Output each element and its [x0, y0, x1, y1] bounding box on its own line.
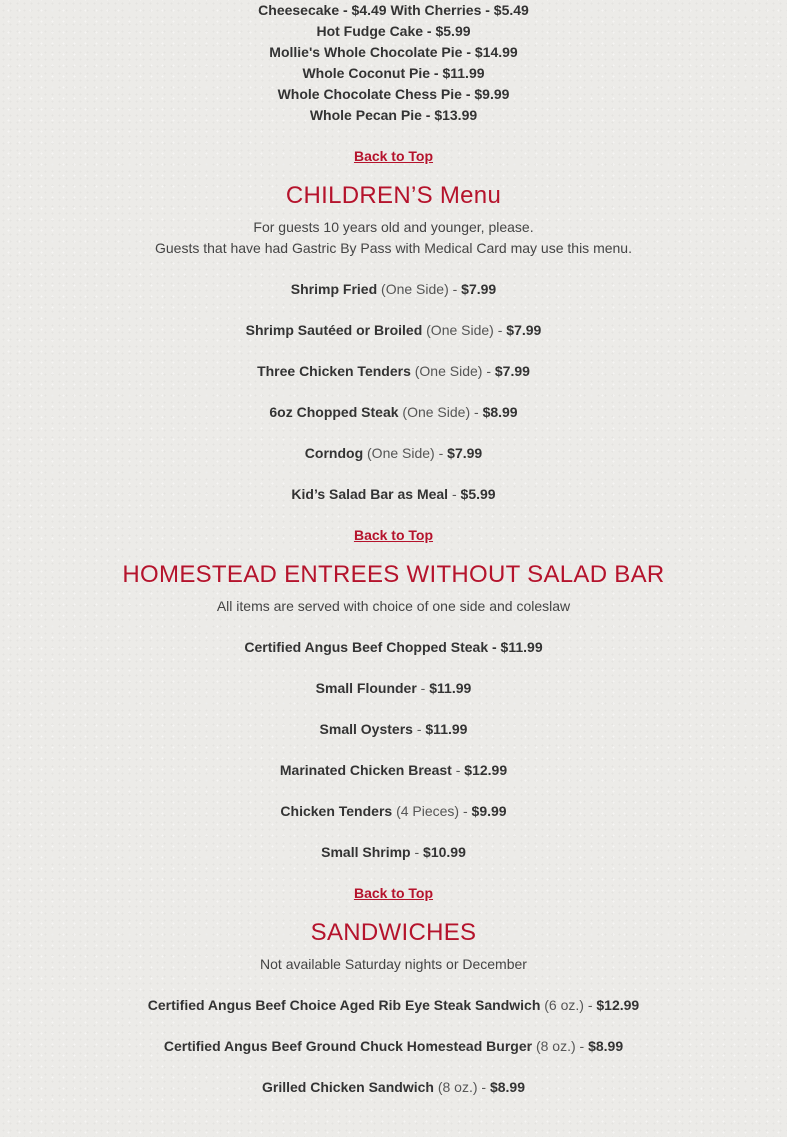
children-note-gastric: Guests that have had Gastric By Pass with Medical Card may use this menu. [155, 240, 632, 256]
menu-item: Certified Angus Beef Chopped Steak - $11.99 [244, 639, 543, 655]
children-note-age: For guests 10 years old and younger, please. [253, 219, 534, 235]
menu-item: Certified Angus Beef Ground Chuck Homestead Burger (8 oz.) - $8.99 [163, 1038, 624, 1054]
menu-item: Small Oysters - $11.99 [319, 721, 468, 737]
menu-item: Small Shrimp - $10.99 [321, 844, 466, 860]
menu-item: Small Flounder - $11.99 [315, 680, 472, 696]
menu-item: Certified Angus Beef Choice Aged Rib Eye Steak Sandwich (6 oz.) - $12.99 [147, 997, 640, 1013]
back-to-top-link[interactable]: Back to Top [353, 527, 434, 543]
menu-item: Whole Coconut Pie - $11.99 [302, 65, 485, 81]
menu-item: Kid’s Salad Bar as Meal - $5.99 [291, 486, 496, 502]
desserts-list [0, 0, 787, 126]
section-title-sandwiches: SANDWICHES [310, 919, 477, 946]
section-title-children: CHILDREN’S Menu [285, 182, 502, 209]
menu-item: Whole Chocolate Chess Pie - $9.99 [277, 86, 510, 102]
menu-item: Three Chicken Tenders (One Side) - $7.99 [257, 363, 530, 379]
homestead-note: All items are served with choice of one side and coleslaw [216, 598, 571, 614]
menu-item: Shrimp Sautéed or Broiled (One Side) - $7.99 [245, 322, 542, 338]
menu-item: Chicken Tenders (4 Pieces) - $9.99 [280, 803, 507, 819]
section-title-homestead: HOMESTEAD ENTREES WITHOUT SALAD BAR [122, 561, 665, 588]
back-to-top-link[interactable]: Back to Top [353, 885, 434, 901]
menu-item: Hot Fudge Cake - $5.99 [316, 23, 471, 39]
menu-item: Marinated Chicken Breast - $12.99 [279, 762, 508, 778]
sandwiches-note: Not available Saturday nights or December [260, 956, 527, 972]
menu-item: Mollie's Whole Chocolate Pie - $14.99 [269, 44, 518, 60]
menu-item: Corndog (One Side) - $7.99 [304, 445, 483, 461]
menu-item: 6oz Chopped Steak (One Side) - $8.99 [269, 404, 518, 420]
back-to-top-link[interactable]: Back to Top [353, 148, 434, 164]
menu-item: Shrimp Fried (One Side) - $7.99 [290, 281, 497, 297]
menu-item: Grilled Chicken Sandwich (8 oz.) - $8.99 [262, 1079, 525, 1095]
menu-item: Cheesecake - $4.49 With Cherries - $5.49 [258, 2, 529, 18]
menu-item: Whole Pecan Pie - $13.99 [309, 107, 478, 123]
